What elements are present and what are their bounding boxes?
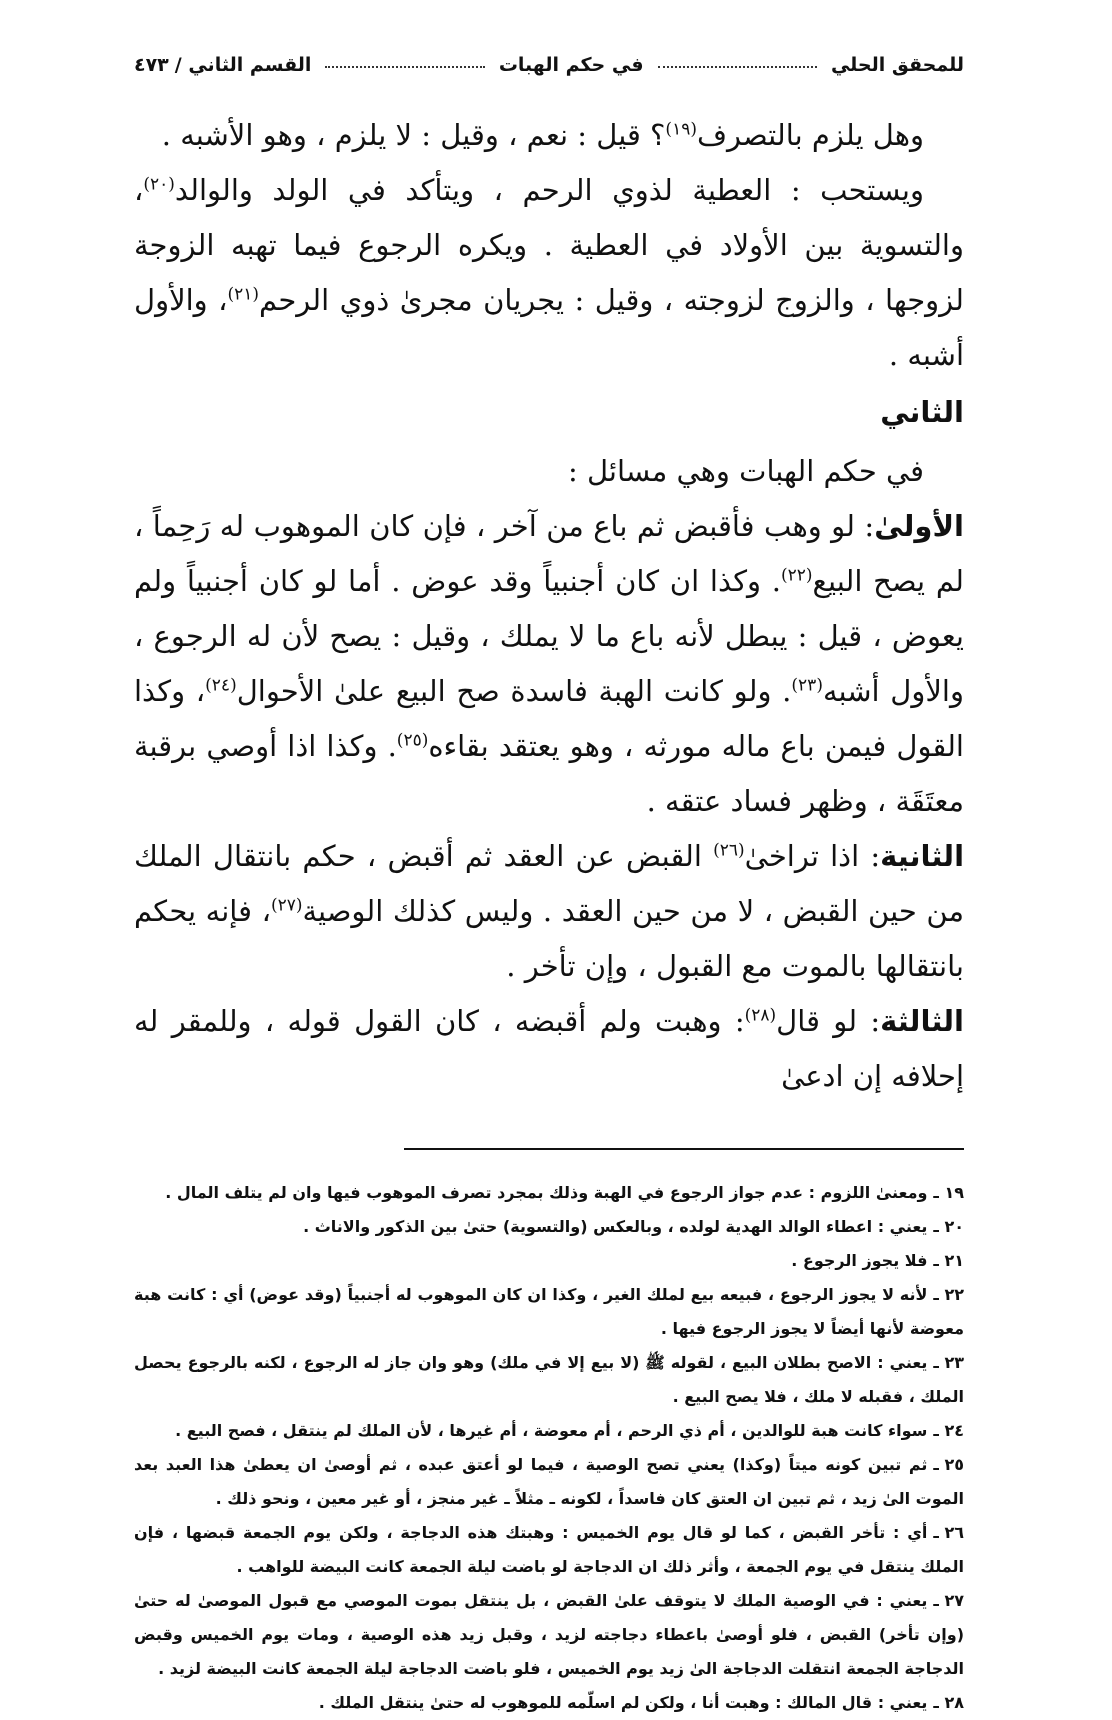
footnote bbox=[134, 1584, 964, 1686]
footnote-ref-22: (٢٢) bbox=[781, 565, 813, 586]
footnote bbox=[134, 1516, 964, 1584]
footnote-text: ثم تبين كونه ميتاً (وكذا) يعني تصح الوصية ، فيما لو أعتق عبده ، ثم أوصىٰ ان يعطىٰ هذا العبد بعد الموت الىٰ زيد ، ثم تبين ان العتق كان فاسداً ، لكونه ـ مثلاً ـ غير منجز ، أو غير معين ، ونحو ذلك . bbox=[134, 1455, 964, 1508]
footnote-ref-27: (٢٧) bbox=[270, 895, 303, 916]
footnote-number: ١٩ ـ bbox=[933, 1183, 964, 1202]
issue-1-text-c: . ولو كانت الهبة فاسدة صح البيع علىٰ الأحوال bbox=[236, 674, 792, 708]
footnote bbox=[134, 1278, 964, 1346]
page-number: ٤٧٣ bbox=[133, 54, 169, 76]
footnote-number: ٢٧ ـ bbox=[933, 1591, 964, 1610]
footnote-text: يعني : الاصح بطلان البيع ، لقوله ﷺ (لا بيع إلا في ملك) وهو وان جاز له الرجوع ، لكنه بالرجوع يحصل الملك ، فقبله لا ملك ، فلا يصح البيع . bbox=[134, 1353, 964, 1406]
p2-text: ويستحب : العطية لذوي الرحم ، ويتأكد في الولد والوالد bbox=[174, 173, 924, 207]
section-label: القسم الثاني / bbox=[174, 54, 312, 76]
footnote-number: ٢٥ ـ bbox=[933, 1455, 964, 1474]
footnote-text: فلا يجوز الرجوع . bbox=[791, 1251, 928, 1270]
book-title: للمحقق الحلي bbox=[830, 54, 964, 76]
issue-1-text: : لو وهب فأقبض ثم باع من آخر ، فإن كان الموهوب له رَحِماً ، لم يصح البيع bbox=[134, 509, 964, 598]
paragraph-2 bbox=[134, 163, 964, 383]
footnote bbox=[134, 1244, 964, 1278]
issue-3-text: : لو قال bbox=[776, 1004, 881, 1038]
footnote-ref-24: (٢٤) bbox=[205, 675, 237, 696]
p2-end: ، والأول أشبه . bbox=[134, 283, 964, 372]
footnote-text: يعني : اعطاء الوالد الهدية لولده ، وبالعكس (والتسوية) حتىٰ بين الذكور والاناث . bbox=[303, 1217, 928, 1236]
footnote-text: سواء كانت هبة للوالدين ، أم ذي الرحم ، أم معوضة ، أم غيرها ، لأن الملك لم ينتقل ، فصح البيع . bbox=[175, 1421, 928, 1440]
issue-1 bbox=[134, 499, 964, 829]
footnote-number: ٢٠ ـ bbox=[933, 1217, 964, 1236]
footnote-ref-23: (٢٣) bbox=[791, 675, 823, 696]
footnote-text: يعني : في الوصية الملك لا يتوقف علىٰ القبض ، بل ينتقل بموت الموصي مع قبول الموصىٰ له حتىٰ (وإن تأخر) القبض ، فلو أوصىٰ باعطاء دجاجته لزيد ، وقبل زيد هذه الوصية ، ومات يوم الخميس وقبض الدجاجة الجمعة انتقلت الدجاجة الىٰ زيد يوم الخميس ، فلو باضت الدجاجة ليلة الجمعة كانت البيضة لزيد . bbox=[134, 1591, 964, 1678]
footnote-text: ومعنىٰ اللزوم : عدم جواز الرجوع في الهبة وذلك بمجرد تصرف الموهوب فيها وان لم يتلف المال . bbox=[165, 1183, 928, 1202]
page-locator bbox=[134, 54, 311, 76]
footnote-text: لأنه لا يجوز الرجوع ، فبيعه بيع لملك الغير ، وكذا ان كان الموهوب له أجنبياً (وقد عوض) أي : كانت هبة معوضة لأنها أيضاً لا يجوز الرجوع فيها . bbox=[134, 1285, 964, 1338]
footnote-text: يعني : قال المالك : وهبت أنا ، ولكن لم اسلّمه للموهوب له حتىٰ ينتقل الملك . bbox=[318, 1693, 928, 1712]
issue-2 bbox=[134, 829, 964, 994]
footnote-number: ٢٤ ـ bbox=[933, 1421, 964, 1440]
issue-1-label: الأولىٰ bbox=[874, 509, 964, 543]
footnote bbox=[134, 1686, 964, 1720]
issue-3-label: الثالثة bbox=[880, 1004, 964, 1038]
footnote-ref-28: (٢٨) bbox=[744, 1005, 777, 1026]
paragraph-1 bbox=[134, 108, 964, 163]
footnote-rule bbox=[404, 1148, 964, 1150]
p1-text: وهل يلزم بالتصرف bbox=[696, 118, 924, 152]
issue-1-text-e: . وكذا اذا أوصي برقبة معتَقَة ، وظهر فساد عتقه . bbox=[134, 729, 964, 818]
section-heading: الثاني bbox=[880, 395, 964, 429]
footnote-number: ٢٨ ـ bbox=[933, 1693, 964, 1712]
footnote-number: ٢١ ـ bbox=[933, 1251, 964, 1270]
footnote-number: ٢٢ ـ bbox=[933, 1285, 964, 1304]
issue-3-text-b: : وهبت ولم أقبضه ، كان القول قوله ، وللمقر له إحلافه إن ادعىٰ bbox=[134, 1004, 964, 1093]
issue-2-text: : اذا تراخىٰ bbox=[744, 839, 881, 873]
issue-1-text-b: . وكذا ان كان أجنبياً وقد عوض . أما لو كان أجنبياً ولم يعوض ، قيل : يبطل لأنه باع ما لا يملك ، وقيل : يصح لأن له الرجوع ، والأول أشبه bbox=[134, 564, 964, 708]
footnote-ref-19: (١٩) bbox=[665, 119, 697, 140]
chapter-title: في حكم الهبات bbox=[498, 54, 644, 76]
footnote bbox=[134, 1346, 964, 1414]
header-dots-right bbox=[658, 65, 817, 68]
p1-rest: ؟ قيل : نعم ، وقيل : لا يلزم ، وهو الأشبه . bbox=[161, 118, 666, 152]
footnote bbox=[134, 1414, 964, 1448]
header-dots-left bbox=[325, 65, 484, 68]
footnote-ref-21: (٢١) bbox=[227, 284, 260, 305]
p2-rest: ، والتسوية بين الأولاد في العطية . ويكره الرجوع فيما تهبه الزوجة لزوجها ، والزوج لزوجته ، وقيل : يجريان مجرىٰ ذوي الرحم bbox=[134, 173, 964, 317]
footnote-ref-20: (٢٠) bbox=[143, 174, 175, 195]
issue-1-text-d: ، وكذا القول فيمن باع ماله مورثه ، وهو يعتقد بقاءه bbox=[134, 674, 964, 763]
footnote-ref-25: (٢٥) bbox=[396, 730, 429, 751]
intro-line: في حكم الهبات وهي مسائل : bbox=[567, 454, 924, 488]
footnotes bbox=[134, 1176, 964, 1720]
main-text bbox=[134, 108, 964, 1104]
issue-2-label: الثانية bbox=[880, 839, 965, 873]
running-header bbox=[134, 36, 964, 76]
footnote bbox=[134, 1448, 964, 1516]
issue-2-text-b: القبض عن العقد ثم أقبض ، حكم بانتقال الملك من حين القبض ، لا من حين العقد . وليس كذلك الوصية bbox=[134, 839, 964, 928]
footnote bbox=[134, 1176, 964, 1210]
issue-2-text-c: ، فإنه يحكم بانتقالها بالموت مع القبول ، وإن تأخر . bbox=[134, 894, 964, 983]
footnote-number: ٢٣ ـ bbox=[933, 1353, 964, 1372]
footnote bbox=[134, 1210, 964, 1244]
footnote-number: ٢٦ ـ bbox=[933, 1523, 964, 1542]
footnote-ref-26: (٢٦) bbox=[713, 840, 745, 861]
footnote-text: أي : تأخر القبض ، كما لو قال يوم الخميس : وهبتك هذه الدجاجة ، ولكن يوم الجمعة قبضها ، فإن الملك ينتقل في يوم الجمعة ، وأثر ذلك ان الدجاجة لو باضت ليلة الجمعة كانت البيضة للواهب . bbox=[134, 1523, 964, 1576]
issue-3 bbox=[134, 994, 964, 1104]
